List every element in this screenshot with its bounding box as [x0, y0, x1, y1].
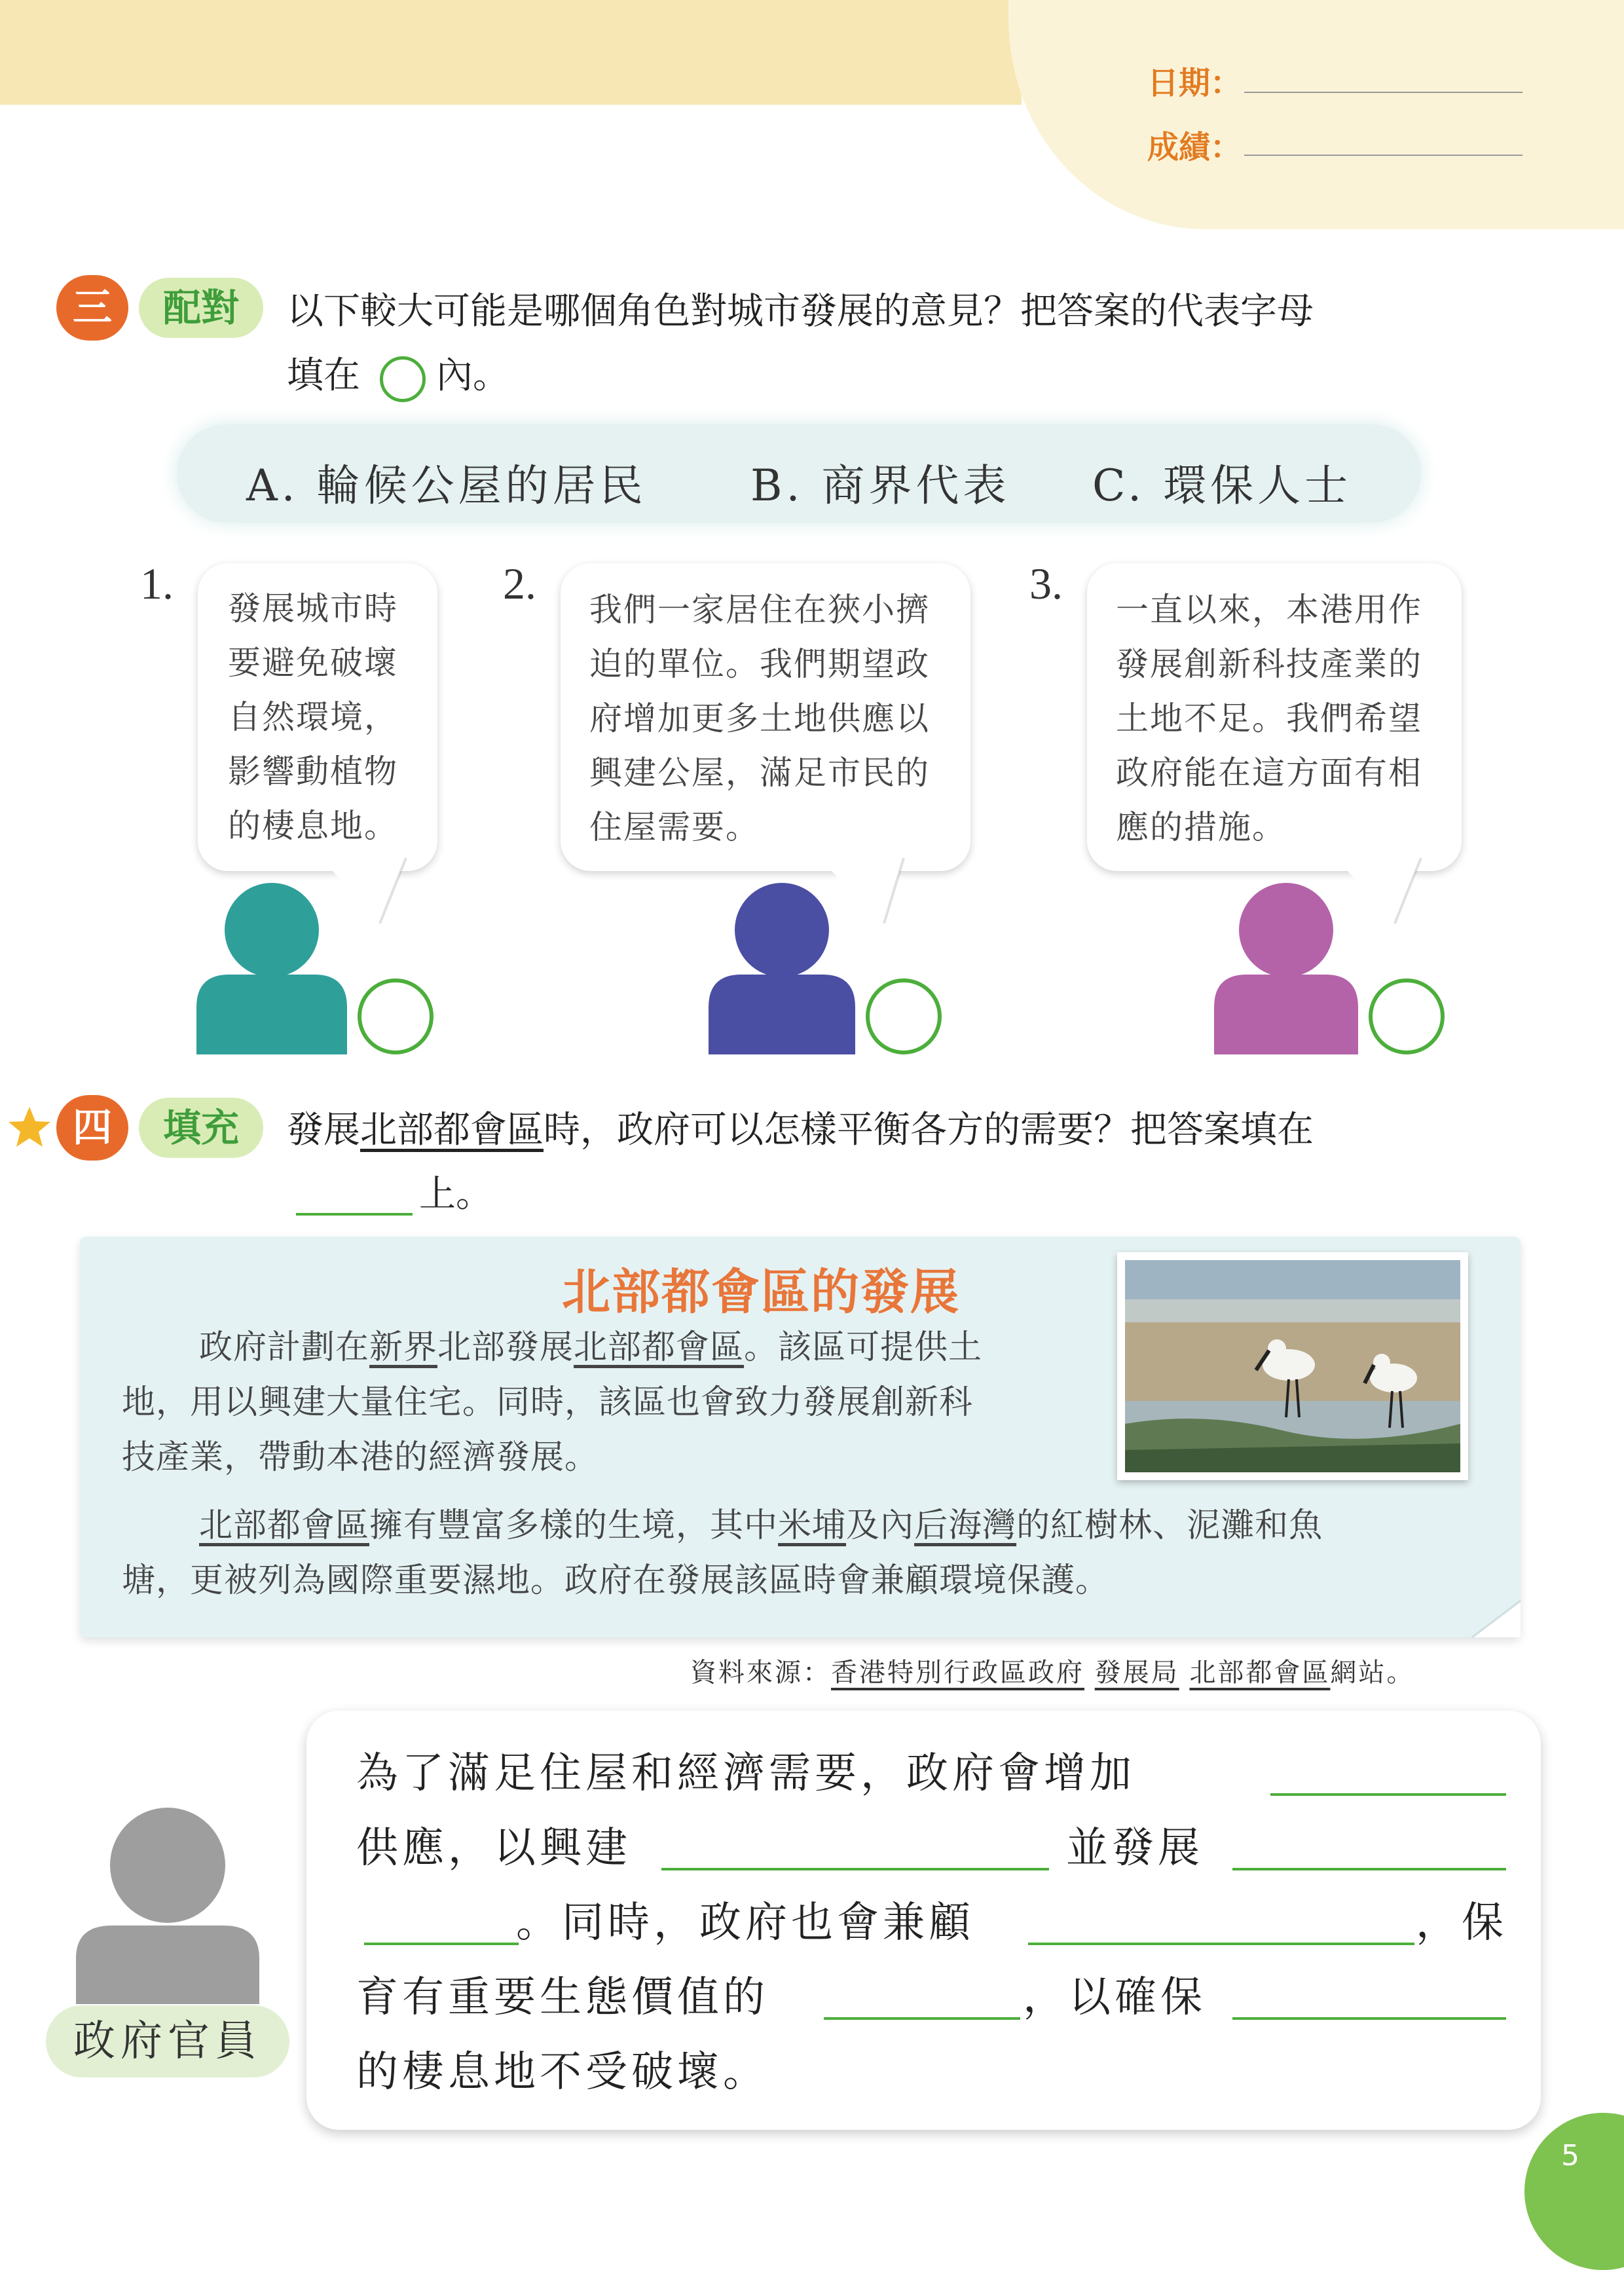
option-b: B. 商界代表: [750, 460, 1010, 511]
star-icon: [7, 1104, 52, 1150]
answer-circle[interactable]: [866, 978, 942, 1054]
answer-bubble: [306, 1711, 1541, 2130]
blank-4[interactable]: [364, 1943, 519, 1945]
section-type-badge: 配對: [139, 278, 263, 338]
info-paragraph-2-line-1: 北部都會區擁有豐富多樣的生境，其中米埔及內后海灣的紅樹林、泥灘和魚: [199, 1506, 1323, 1545]
header-band: [0, 0, 1022, 105]
page-number-badge: [1524, 2113, 1624, 2270]
info-title: 北部都會區的發展: [562, 1264, 960, 1320]
official-person-icon: [76, 1808, 259, 2004]
option-a: A. 輪候公屋的居民: [246, 460, 647, 511]
answer-line-4b: ，以確保: [1023, 1973, 1206, 2022]
section-number-badge: 三: [56, 275, 128, 341]
answer-line-4a: 育有重要生態價值的: [356, 1973, 769, 2022]
info-paragraph-1-line-2: 地，用以興建大量住宅。同時，該區也會致力發展創新科: [122, 1383, 974, 1422]
answer-line-1: 為了滿足住屋和經濟需要，政府會增加: [356, 1749, 1135, 1798]
spoonbill-photo-frame: [1117, 1252, 1468, 1480]
question-text-line2-end: 內。: [436, 354, 509, 397]
speech-bubble: [561, 563, 970, 871]
info-paragraph-1-line-3: 技產業，帶動本港的經濟發展。: [122, 1438, 599, 1477]
options-bar: [177, 424, 1421, 523]
blank-1[interactable]: [1270, 1793, 1506, 1796]
blank-7[interactable]: [1232, 2017, 1506, 2020]
section-type-badge: 填充: [139, 1098, 263, 1158]
question-text-line2: 上。: [419, 1173, 492, 1216]
item-number: 1.: [140, 559, 174, 608]
answer-line-3b: ，保: [1416, 1899, 1507, 1947]
source-citation: 資料來源：香港特別行政區政府 發展局 北部都會區網站。: [690, 1658, 1415, 1688]
answer-line-5: 的棲息地不受破壞。: [356, 2048, 769, 2096]
score-field[interactable]: [1244, 155, 1522, 156]
blank-6[interactable]: [824, 2017, 1020, 2020]
question-text-line2: 填在: [287, 354, 360, 397]
date-field[interactable]: [1244, 92, 1522, 93]
option-c: C. 環保人士: [1092, 460, 1352, 511]
answer-line-2b: 並發展: [1066, 1824, 1204, 1872]
header-corner: [1008, 0, 1624, 229]
blank-2[interactable]: [661, 1868, 1049, 1870]
person-icon: [709, 883, 855, 1054]
info-paragraph-1-line-1: 政府計劃在新界北部發展北部都會區。該區可提供土: [199, 1328, 983, 1367]
person-icon: [1214, 883, 1358, 1054]
score-label: 成績：: [1147, 129, 1242, 166]
page-curl-icon: [1467, 1598, 1526, 1644]
info-paragraph-2-line-2: 塘，更被列為國際重要濕地。政府在發展該區時會兼顧環境保護。: [122, 1561, 1110, 1600]
speech-bubble: [1087, 563, 1462, 871]
blank-sample: [296, 1213, 413, 1216]
blank-5[interactable]: [1028, 1943, 1414, 1945]
question-text: 發展北部都會區時，政府可以怎樣平衡各方的需要？把答案填在: [287, 1109, 1314, 1151]
bubble-text: 發展城市時 要避免破壞 自然環境， 影響動植物 的棲息地。: [228, 589, 398, 845]
spoonbill-photo: [1125, 1260, 1460, 1472]
official-label: 政府官員: [46, 2005, 289, 2077]
item-number: 2.: [503, 559, 536, 608]
section-number-badge: 四: [56, 1095, 128, 1161]
item-number: 3.: [1029, 559, 1063, 608]
answer-circle-sample: [380, 356, 426, 402]
bubble-text: 我們一家居住在狹小擠 迫的單位。我們期望政 府增加更多土地供應以 興建公屋，滿足市民的 住屋需要。: [589, 591, 930, 846]
answer-line-2a: 供應，以興建: [356, 1824, 631, 1872]
date-label: 日期：: [1147, 65, 1242, 102]
answer-circle[interactable]: [1369, 978, 1445, 1054]
answer-bubble-tail: [233, 1834, 318, 1906]
answer-line-3a: 。同時，政府也會兼顧: [516, 1899, 974, 1947]
person-icon: [196, 883, 347, 1054]
blank-3[interactable]: [1232, 1868, 1506, 1870]
answer-circle[interactable]: [358, 978, 434, 1054]
bubble-text: 一直以來，本港用作 發展創新科技產業的 土地不足。我們希望 政府能在這方面有相 應的措施。: [1116, 591, 1422, 846]
speech-bubble: [198, 563, 437, 871]
question-text: 以下較大可能是哪個角色對城市發展的意見？把答案的代表字母: [287, 290, 1314, 333]
page-number: 5: [1561, 2139, 1579, 2172]
